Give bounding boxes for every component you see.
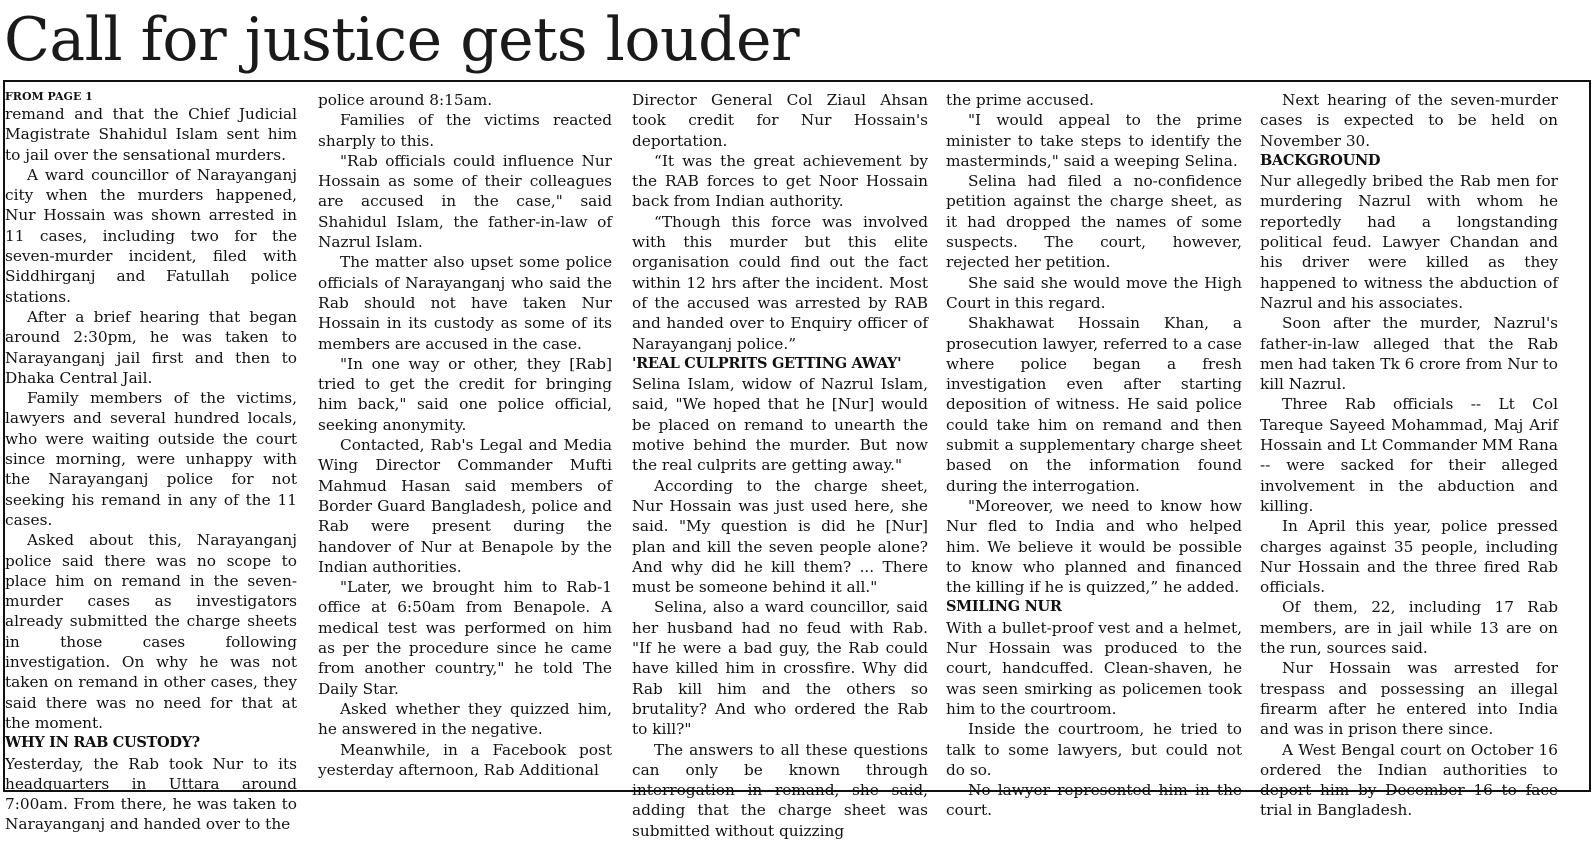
paragraph: Meanwhile, in a Facebook post yesterday afternoon, Rab Additional — [318, 740, 612, 779]
paragraph: Director General Col Ziaul Ahsan took credit for Nur Hossain's deportation. — [632, 91, 928, 150]
paragraph: “It was the great achievement by the RAB forces to get Noor Hossain back from Indian authority. — [632, 151, 928, 211]
headline: Call for justice gets louder — [4, 5, 800, 75]
paragraph: Families of the victims reacted sharply to this. — [318, 111, 612, 150]
paragraph: After a brief hearing that began around 2:30pm, he was taken to Narayanganj jail first and then to Dhaka Central Jail. — [5, 307, 297, 387]
article-column-1 — [5, 90, 297, 834]
paragraph: Yesterday, the Rab took Nur to its headquarters in Uttara around 7:00am. From there, he was taken to Narayanganj and handed over to the — [5, 754, 297, 834]
paragraph: Of them, 22, including 17 Rab members, are in jail while 13 are on the run, sources said. — [1260, 598, 1558, 658]
article-column-5 — [1260, 90, 1558, 820]
paragraph: Shakhawat Hossain Khan, a prosecution lawyer, referred to a case where police began a fresh investigation even after starting deposition of witness. He said police could take him on remand and then submit a supplementary charge sheet based on the information found during the interrogation. — [946, 314, 1242, 495]
from-page-label: FROM PAGE 1 — [5, 90, 93, 103]
subheading: 'REAL CULPRITS GETTING AWAY' — [632, 354, 902, 372]
paragraph: In April this year, police pressed charges against 35 people, including Nur Hossain and the three fired Rab officials. — [1260, 517, 1558, 597]
paragraph: “Though this force was involved with this murder but this elite organisation could find out the fact within 12 hrs after the incident. Most of the accused was arrested by RAB and handed over to Enquiry officer of Narayanganj police.” — [632, 212, 928, 353]
paragraph: Three Rab officials -- Lt Col Tareque Sayeed Mohammad, Maj Arif Hossain and Lt Commander MM Rana -- were sacked for their alleged involvement in the abduction and killing. — [1260, 395, 1558, 515]
paragraph: "Rab officials could influence Nur Hossain as some of their colleagues are accused in the case," said Shahidul Islam, the father-in-law of Nazrul Islam. — [318, 151, 612, 252]
paragraph: Selina Islam, widow of Nazrul Islam, said, "We hoped that he [Nur] would be placed on remand to unearth the motive behind the murder. But now the real culprits are getting away." — [632, 375, 928, 475]
paragraph: Next hearing of the seven-murder cases is expected to be held on November 30. — [1260, 91, 1558, 150]
paragraph: A ward councillor of Narayanganj city when the murders happened, Nur Hossain was shown arrested in 11 cases, including two for the seven-murder incident, filed with Siddhirganj and Fatullah police stations. — [5, 165, 297, 306]
paragraph: Nur Hossain was arrested for trespass and possessing an illegal firearm after he entered into India and was in prison there since. — [1260, 659, 1558, 739]
paragraph: "I would appeal to the prime minister to take steps to identify the masterminds," said a weeping Selina. — [946, 111, 1242, 170]
paragraph: Soon after the murder, Nazrul's father-in-law alleged that the Rab men had taken Tk 6 crore from Nur to kill Nazrul. — [1260, 314, 1558, 394]
paragraph: Contacted, Rab's Legal and Media Wing Director Commander Mufti Mahmud Hasan said members of Border Guard Bangladesh, police and Rab were present during the handover of Nur at Benapole by the Indian authorities. — [318, 436, 612, 576]
paragraph: No lawyer represented him in the court. — [946, 781, 1242, 820]
subheading: BACKGROUND — [1260, 151, 1381, 169]
paragraph: She said she would move the High Court in this regard. — [946, 273, 1242, 312]
paragraph: "In one way or other, they [Rab] tried to get the credit for bringing him back," said one police official, seeking anonymity. — [318, 354, 612, 434]
paragraph: Family members of the victims, lawyers and several hundred locals, who were waiting outside the court since morning, were unhappy with the Narayanganj police for not seeking his remand in any of the 11 cases. — [5, 389, 297, 529]
paragraph: Asked about this, Narayanganj police said there was no scope to place him on remand in the seven-murder cases as investigators already submitted the charge sheets in those cases following investigation. On why he was not taken on remand in other cases, they said there was no need for that at the moment. — [5, 531, 297, 732]
article-column-4 — [946, 90, 1242, 820]
paragraph: The answers to all these questions can only be known through interrogation in remand, she said, adding that the charge sheet was submitted without quizzing — [632, 740, 928, 840]
paragraph: Asked whether they quizzed him, he answered in the negative. — [318, 699, 612, 739]
paragraph: "Moreover, we need to know how Nur fled to India and who helped him. We believe it would be possible to know who planned and financed the killing if he is quizzed,” he added. — [946, 496, 1242, 597]
paragraph: Nur allegedly bribed the Rab men for murdering Nazrul with whom he reportedly had a longstanding political feud. Lawyer Chandan and his driver were killed as they happened to witness the abduction of Nazrul and his associates. — [1260, 172, 1558, 312]
article-column-3 — [632, 90, 928, 840]
paragraph: According to the charge sheet, Nur Hossain was just used here, she said. "My question is did he [Nur] plan and kill the seven people alone? And why did he kill them? ... There must be someone behind it all." — [632, 476, 928, 597]
paragraph: Inside the courtroom, he tried to talk to some lawyers, but could not do so. — [946, 720, 1242, 779]
article-column-2 — [318, 90, 612, 790]
paragraph: Selina had filed a no-confidence petition against the charge sheet, as it had dropped the names of some suspects. The court, however, rejected her petition. — [946, 172, 1242, 272]
subheading: WHY IN RAB CUSTODY? — [5, 734, 200, 752]
subheading: SMILING NUR — [946, 598, 1062, 616]
paragraph: Selina, also a ward councillor, said her husband had no feud with Rab. "If he were a bad guy, the Rab could have killed him in crossfire. Why did Rab kill him and the others so brutality? And who ordered the Rab to kill?" — [632, 598, 928, 739]
paragraph: The matter also upset some police officials of Narayanganj who said the Rab should not have taken Nur Hossain in its custody as some of its members are accused in the case. — [318, 253, 612, 353]
paragraph: remand and that the Chief Judicial Magistrate Shahidul Islam sent him to jail over the sensational murders. — [5, 105, 297, 164]
paragraph: A West Bengal court on October 16 ordered the Indian authorities to deport him by December 16 to face trial in Bangladesh. — [1260, 740, 1558, 820]
paragraph: the prime accused. — [946, 91, 1094, 109]
paragraph: With a bullet-proof vest and a helmet, Nur Hossain was produced to the court, handcuffed. Clean-shaven, he was seen smirking as policemen took him to the courtroom. — [946, 618, 1242, 718]
paragraph: police around 8:15am. — [318, 91, 493, 109]
paragraph: "Later, we brought him to Rab-1 office at 6:50am from Benapole. A medical test was performed on him as per the procedure since he came from another country," he told The Daily Star. — [318, 578, 612, 698]
